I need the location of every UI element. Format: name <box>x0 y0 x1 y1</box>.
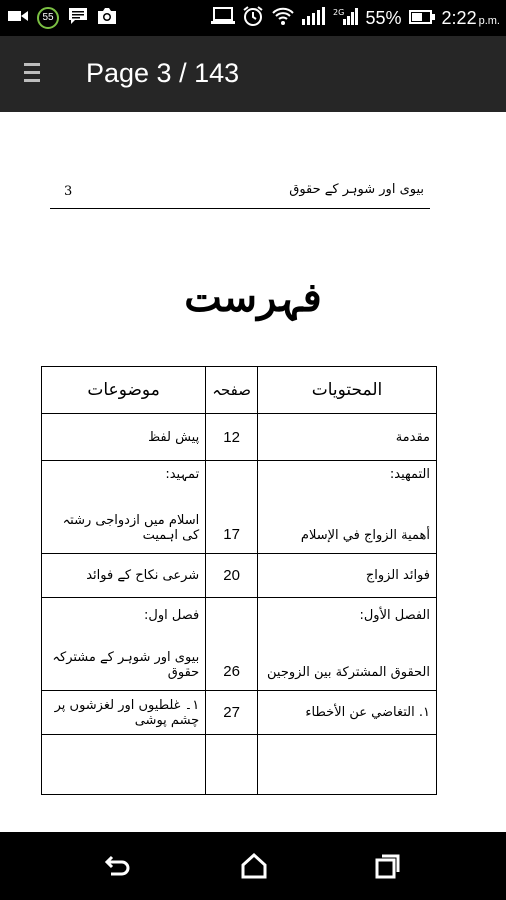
camera-icon <box>97 7 117 30</box>
header-urdu: موضوعات <box>42 367 206 414</box>
toc-heading: فہرست <box>184 274 322 321</box>
toc-urdu-section: فصل اول: <box>144 608 200 623</box>
back-icon <box>102 850 134 882</box>
status-bar <box>0 0 506 36</box>
toc-urdu: اسلام میں ازدواجی رشتہ کی اہمیت <box>62 513 200 543</box>
running-title: بیوی اور شوہر کے حقوق <box>289 182 424 197</box>
alarm-clock-icon <box>242 5 264 32</box>
signal-2-icon <box>333 7 359 30</box>
page-indicator: Page 3 / 143 <box>86 58 240 88</box>
laptop-icon <box>211 7 235 30</box>
signal-1-icon <box>302 7 326 30</box>
toc-arabic-section: الفصل الأول: <box>359 608 430 623</box>
page-number: 3 <box>64 184 73 199</box>
recent-apps-icon <box>372 850 404 882</box>
wifi-icon <box>271 6 295 31</box>
toc-arabic: ١. التغاضي عن الأخطاء <box>258 691 437 735</box>
toc-urdu: شرعی نکاح کے فوائد <box>42 554 206 598</box>
toc-row <box>42 414 437 461</box>
toc-arabic: أهمية الزواج في الإسلام <box>300 528 430 543</box>
app-toolbar <box>0 36 506 112</box>
toc-arabic: مقدمة <box>258 414 437 461</box>
document-page[interactable] <box>0 112 506 832</box>
back-button[interactable] <box>102 850 134 882</box>
navigation-bar <box>0 832 506 900</box>
home-button[interactable] <box>238 850 270 882</box>
toc-arabic-section: التمهيد: <box>389 467 430 482</box>
toc-arabic: الحقوق المشتركة بين الزوجين <box>267 665 430 680</box>
running-header <box>50 182 430 209</box>
menu-icon[interactable] <box>24 63 40 85</box>
header-arabic: المحتويات <box>258 367 437 414</box>
battery-icon <box>409 8 435 29</box>
battery-percent: 55% <box>365 7 402 28</box>
toc-page: 27 <box>206 691 258 735</box>
toc-urdu: پیش لفظ <box>42 414 206 461</box>
toc-urdu: ١۔ غلطیوں اور لغزشوں پر چشم پوشی <box>42 691 206 735</box>
video-camera-icon <box>8 9 28 28</box>
toc-page: 20 <box>206 554 258 598</box>
recent-apps-button[interactable] <box>372 850 404 882</box>
toc-page: 26 <box>206 598 258 691</box>
toc-row <box>42 554 437 598</box>
toc-urdu: بیوی اور شوہر کے مشترکہ حقوق <box>52 650 200 680</box>
battery-saver-badge: 55 <box>37 7 59 29</box>
toc-row-partial <box>42 735 437 795</box>
toc-urdu-section: تمہید: <box>165 467 200 482</box>
toc-page: 12 <box>206 414 258 461</box>
svg-text:2G: 2G <box>332 7 344 17</box>
toc-page: 17 <box>206 461 258 554</box>
toc-header-row <box>42 367 437 414</box>
toc-table <box>41 366 437 795</box>
toc-row <box>42 461 437 554</box>
clock: 2:22 p.m. <box>441 7 500 28</box>
header-page: صفحہ <box>206 367 258 414</box>
message-icon <box>68 7 88 30</box>
toc-arabic: فوائد الزواج <box>258 554 437 598</box>
toc-row <box>42 598 437 691</box>
toc-row <box>42 691 437 735</box>
home-icon <box>238 850 270 882</box>
